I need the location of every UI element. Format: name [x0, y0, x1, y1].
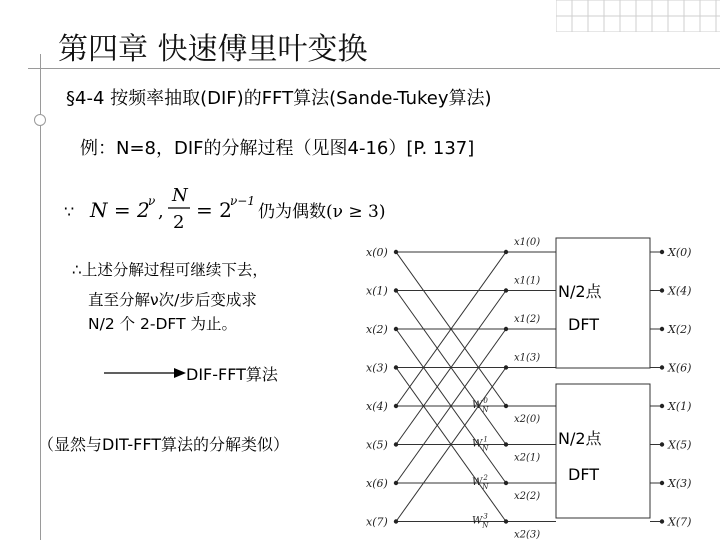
- output-node: [660, 365, 664, 369]
- output-label: X(6): [668, 361, 692, 375]
- arrow-right-icon: [104, 366, 188, 380]
- x1-label: x1(1): [514, 275, 541, 287]
- x2-label: x2(2): [514, 491, 541, 502]
- slide-title: 第四章 快速傅里叶变换: [58, 32, 368, 67]
- input-node: [394, 519, 398, 523]
- svg-text:,: ,: [158, 201, 164, 222]
- output-node: [660, 327, 664, 331]
- twiddle-label: $W_N3$: [472, 512, 489, 530]
- output-label: X(4): [668, 284, 692, 298]
- output-node: [660, 404, 664, 408]
- input-node: [394, 404, 398, 408]
- conclusion-line-3: N/2 个 2-DFT 为止。: [88, 315, 237, 333]
- input-node: [394, 365, 398, 369]
- twiddle-label: $W_N0$: [472, 397, 489, 414]
- input-label: x(0): [366, 246, 388, 259]
- formula-frac-den: 2: [173, 212, 185, 233]
- x2-label: x2(1): [514, 452, 541, 464]
- formula-lhs-exp: ν: [148, 194, 156, 208]
- output-node: [660, 519, 664, 523]
- input-node: [394, 288, 398, 292]
- butterfly-node: [504, 288, 508, 292]
- frame-corner-circle: [34, 114, 46, 126]
- input-label: x(5): [366, 438, 388, 452]
- formula-lhs: N = 2: [90, 198, 150, 222]
- butterfly-node: [504, 327, 508, 331]
- dft-block-top: [556, 238, 650, 368]
- output-label: X(0): [668, 246, 692, 259]
- output-node: [660, 481, 664, 485]
- output-node: [660, 442, 664, 446]
- dft-top-label-1: N/2点: [558, 282, 602, 301]
- x2-label: x2(0): [514, 414, 541, 425]
- formula-rhs-exp: ν−1: [230, 194, 255, 208]
- formula-rhs: = 2: [196, 198, 232, 222]
- x2-label: x2(3): [514, 529, 541, 540]
- input-node: [394, 327, 398, 331]
- conclusion-line-2: 直至分解ν次/步后变成求: [88, 291, 257, 309]
- section-heading: §4-4 按频率抽取(DIF)的FFT算法(Sande-Tukey算法): [66, 88, 492, 109]
- input-node: [394, 442, 398, 446]
- butterfly-node: [504, 250, 508, 254]
- frame-top-line: [28, 68, 720, 69]
- input-label: x(2): [366, 323, 388, 336]
- butterfly-node: [504, 481, 508, 485]
- output-label: X(7): [668, 515, 692, 529]
- formula-prefix: ∵: [64, 202, 75, 221]
- x1-label: x1(0): [514, 237, 541, 248]
- decorative-grid: [556, 0, 720, 32]
- conclusion-line-1: ∴上述分解过程可继续下去，: [72, 261, 268, 279]
- dft-top-label-2: DFT: [568, 315, 600, 334]
- output-label: X(2): [668, 323, 692, 336]
- dif-fft-label: DIF-FFT算法: [186, 365, 278, 384]
- input-node: [394, 481, 398, 485]
- input-label: x(3): [366, 361, 388, 375]
- output-label: X(1): [668, 400, 692, 413]
- twiddle-label: $W_N1$: [472, 435, 489, 453]
- butterfly-node: [504, 442, 508, 446]
- input-label: x(4): [366, 400, 388, 413]
- output-node: [660, 250, 664, 254]
- output-node: [660, 288, 664, 292]
- butterfly-node: [504, 365, 508, 369]
- note-text: （显然与DIT-FFT算法的分解类似）: [38, 435, 290, 454]
- dft-bottom-label-1: N/2点: [558, 429, 602, 448]
- x1-label: x1(3): [514, 352, 541, 364]
- formula-tail: 仍为偶数(ν ≥ 3): [258, 202, 386, 222]
- dft-block-bottom: [556, 384, 650, 518]
- input-label: x(1): [366, 284, 388, 298]
- output-label: X(5): [668, 438, 692, 452]
- x1-label: x1(2): [514, 314, 541, 325]
- input-label: x(6): [366, 477, 388, 490]
- formula: [64, 180, 404, 240]
- dft-bottom-label-2: DFT: [568, 465, 600, 484]
- input-label: x(7): [366, 515, 388, 529]
- butterfly-node: [504, 404, 508, 408]
- dif-butterfly-diagram: [356, 230, 720, 540]
- example-line: 例：N=8，DIF的分解过程（见图4-16）[P. 137]: [80, 138, 475, 159]
- butterfly-node: [504, 519, 508, 523]
- formula-frac-num: N: [172, 185, 188, 206]
- frame-left-line: [40, 54, 41, 540]
- input-node: [394, 250, 398, 254]
- output-label: X(3): [668, 477, 692, 490]
- twiddle-label: $W_N2$: [472, 474, 489, 491]
